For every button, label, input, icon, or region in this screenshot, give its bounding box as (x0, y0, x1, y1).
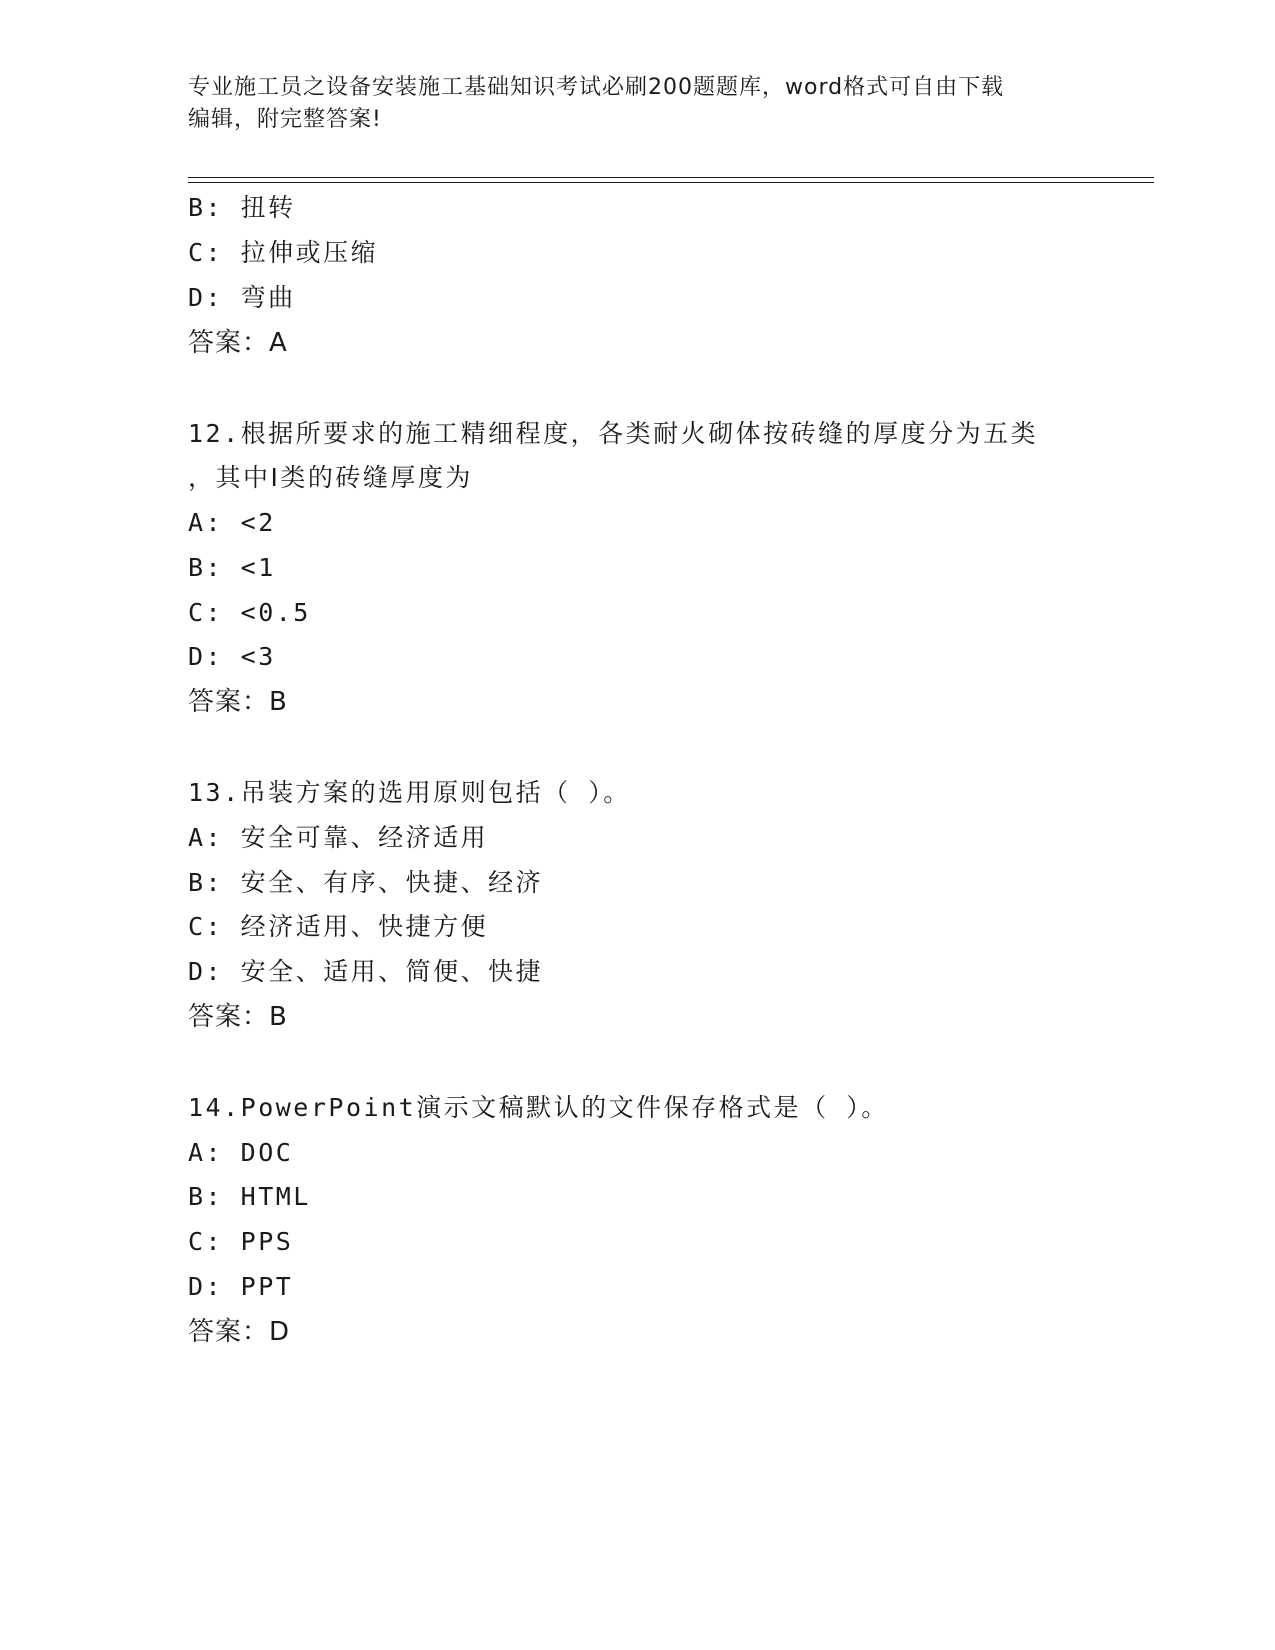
q14-option-d: D: PPT (188, 1272, 294, 1301)
q14-stem: 14.PowerPoint演示文稿默认的文件保存格式是（ ）。 (188, 1093, 889, 1122)
q11-answer: 答案：A (188, 328, 288, 358)
q14-answer: 答案：D (188, 1317, 291, 1347)
q11-option-b: B: 扭转 (188, 193, 296, 222)
q12-option-d: D: <3 (188, 642, 276, 671)
q12-stem-line-1: 12.根据所要求的施工精细程度，各类耐火砌体按砖缝的厚度分为五类 (188, 419, 1039, 448)
q12-answer: 答案：B (188, 687, 288, 717)
q13-option-d: D: 安全、适用、简便、快捷 (188, 957, 544, 986)
q13-option-c: C: 经济适用、快捷方便 (188, 912, 489, 941)
q13-option-a: A: 安全可靠、经济适用 (188, 823, 489, 852)
q12-option-c: C: <0.5 (188, 598, 311, 627)
header-divider-bottom (188, 182, 1154, 183)
q13-answer: 答案：B (188, 1002, 288, 1032)
document-header (188, 72, 1088, 136)
q14-option-b: B: HTML (188, 1182, 311, 1211)
q12-stem-line-2: ，其中Ⅰ类的砖缝厚度为 (188, 463, 473, 492)
q14-option-c: C: PPS (188, 1227, 294, 1256)
header-line-2: 编辑，附完整答案! (188, 107, 382, 132)
q13-stem: 13.吊装方案的选用原则包括（ ）。 (188, 778, 631, 807)
header-line-1: 专业施工员之设备安装施工基础知识考试必刷200题题库，word格式可自由下载 (188, 75, 1005, 100)
q12-option-a: A: <2 (188, 508, 276, 537)
q12-option-b: B: <1 (188, 553, 276, 582)
header-divider-top (188, 177, 1154, 178)
q14-option-a: A: DOC (188, 1138, 294, 1167)
q11-option-c: C: 拉伸或压缩 (188, 238, 379, 267)
q11-option-d: D: 弯曲 (188, 283, 296, 312)
q13-option-b: B: 安全、有序、快捷、经济 (188, 868, 544, 897)
